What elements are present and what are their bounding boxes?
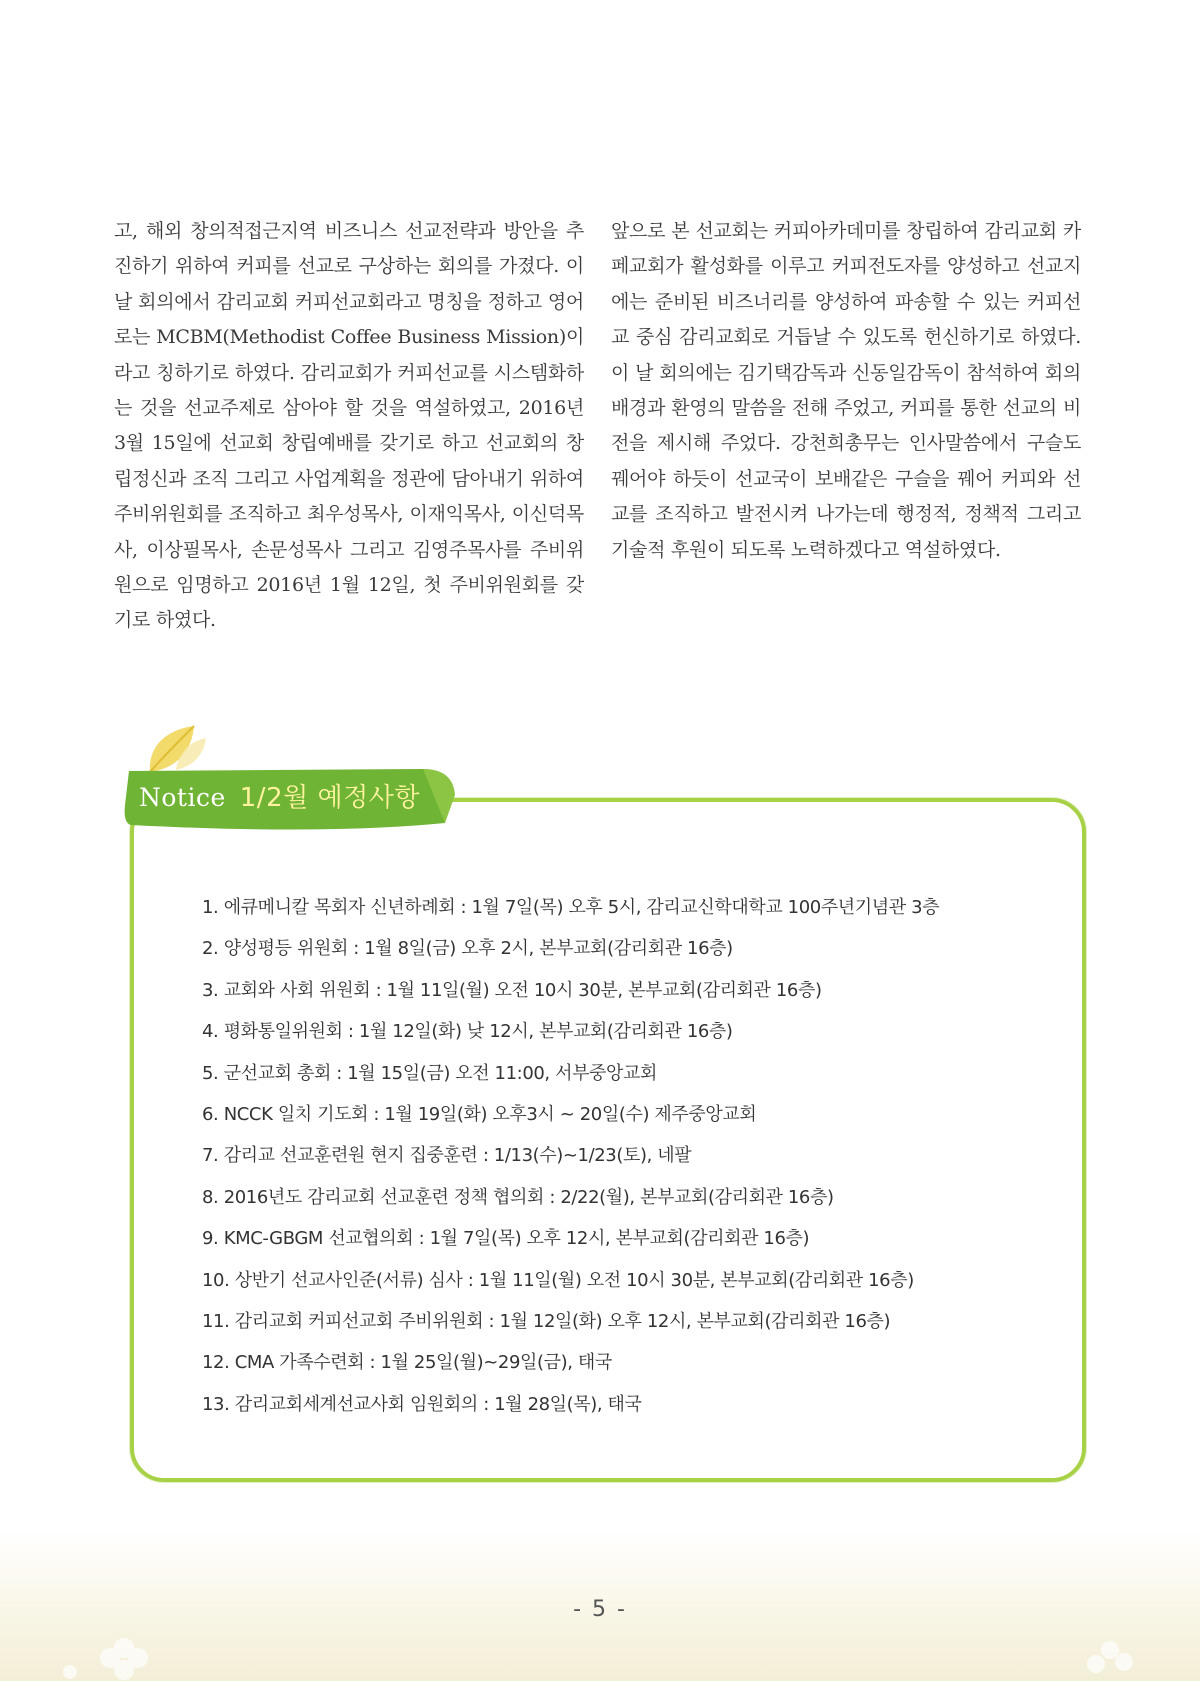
page-number: - 5 - <box>573 1597 627 1622</box>
body-paragraph: 앞으로 본 선교회는 커피아카데미를 창립하여 감리교회 카페교회가 활성화를 이루고 커피전도자를 양성하고 선교지에는 준비된 비즈너리를 양성하여 파송할 수 있는 커피선교 중심 감리교회로 거듭날 수 있도록 헌신하기로 하였다. 이 날 회의에는 김기택감독과 신동일감독이 참석하여 회의 배경과 환영의 말씀을 전해 주었고, 커피를 통한 선교의 비전을 제시해 주었다. 강천희총무는 인사말씀에서 구슬도 꿰어야 하듯이 선교국이 보배같은 구슬을 꿰어 커피와 선교를 조직하고 발전시켜 나가는데 행정적, 정책적 그리고 기술적 후원이 되도록 노력하겠다고 역설하였다. <box>611 220 1081 561</box>
list-item: 13. 감리교회세계선교사회 임원회의 : 1월 28일(목), 태국 <box>202 1393 642 1415</box>
list-item: 11. 감리교회 커피선교회 주비위원회 : 1월 12일(화) 오후 12시, 본부교회(감리회관 16층) <box>202 1310 891 1332</box>
list-item: 5. 군선교회 총회 : 1월 15일(금) 오전 11:00, 서부중앙교회 <box>202 1062 658 1084</box>
body-paragraph: 고, 해외 창의적접근지역 비즈니스 선교전략과 방안을 추진하기 위하여 커피를 선교로 구상하는 회의를 가졌다. 이 날 회의에서 감리교회 커피선교회라고 명칭을 정하고 영어로는 MCBM(Methodist Coffee Business Mission)이라고 칭하기로 하였다. 감리교회가 커피선교를 시스템화하는 것을 선교주제로 삼아야 할 것을 역설하였고, 2016년 3월 15일에 선교회 창립예배를 갖기로 하고 선교회의 창립정신과 조직 그리고 사업계획을 정관에 담아내기 위하여 주비위원회를 조직하고 최우성목사, 이재익목사, 이신덕목사, 이상필목사, 손문성목사 그리고 김영주목사를 주비위원으로 임명하고 2016년 1월 12일, 첫 주비위원회를 갖기로 하였다. <box>114 220 584 632</box>
list-item: 2. 양성평등 위원회 : 1월 8일(금) 오후 2시, 본부교회(감리회관 16층) <box>202 938 733 960</box>
list-item: 7. 감리교 선교훈련원 현지 집중훈련 : 1/13(수)~1/23(토), 네팔 <box>202 1145 692 1167</box>
body-column-right <box>611 214 1081 568</box>
list-item: 6. NCCK 일치 기도회 : 1월 19일(화) 오후3시 ~ 20일(수) 제주중앙교회 <box>202 1103 757 1125</box>
list-item: 3. 교회와 사회 위원회 : 1월 11일(월) 오전 10시 30분, 본부교회(감리회관 16층) <box>202 979 822 1001</box>
notice-label: Notice <box>139 783 226 812</box>
notice-list <box>202 887 939 1425</box>
list-item: 12. CMA 가족수련회 : 1월 25일(월)~29일(금), 태국 <box>202 1352 612 1374</box>
notice-title: 1/2월 예정사항 <box>239 783 420 813</box>
notice-heading <box>139 777 420 814</box>
list-item: 9. KMC-GBGM 선교협의회 : 1월 7일(목) 오후 12시, 본부교회(감리회관 16층) <box>202 1228 810 1250</box>
list-item: 4. 평화통일위원회 : 1월 12일(화) 낮 12시, 본부교회(감리회관 16층) <box>202 1021 733 1043</box>
body-column-left <box>114 214 584 639</box>
notice-ribbon <box>123 765 456 837</box>
list-item: 10. 상반기 선교사인준(서류) 심사 : 1월 11일(월) 오전 10시 30분, 본부교회(감리회관 16층) <box>202 1269 914 1291</box>
list-item: 8. 2016년도 감리교회 선교훈련 정책 협의회 : 2/22(월), 본부교회(감리회관 16층) <box>202 1186 834 1208</box>
list-item: 1. 에큐메니칼 목회자 신년하례회 : 1월 7일(목) 오후 5시, 감리교신학대학교 100주년기념관 3층 <box>202 897 940 918</box>
